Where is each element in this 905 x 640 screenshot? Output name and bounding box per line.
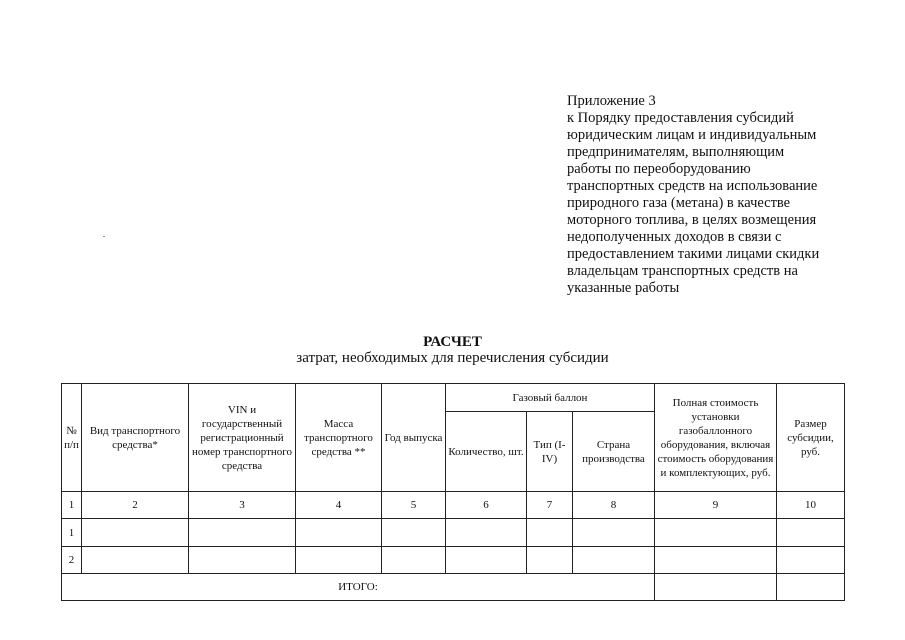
total-label: ИТОГО: — [62, 574, 655, 601]
row-number: 1 — [62, 519, 82, 547]
appendix-line: предоставлением такими лицами скидки — [567, 246, 820, 262]
header-subsidy: Размер субсидии, руб. — [777, 384, 845, 492]
table-cell — [655, 519, 777, 547]
appendix-line: указанные работы — [567, 280, 680, 296]
document-subtitle: затрат, необходимых для перечисления субсидии — [296, 350, 609, 366]
header-year: Год выпуска — [382, 384, 446, 492]
table-row — [62, 547, 845, 574]
table-cell — [777, 519, 845, 547]
table-cell — [527, 547, 573, 574]
column-number: 9 — [655, 492, 777, 519]
table-cell — [446, 547, 527, 574]
total-row — [62, 574, 845, 601]
appendix-block — [567, 93, 867, 297]
appendix-line: Приложение 3 — [567, 93, 656, 109]
total-cost-cell — [655, 574, 777, 601]
header-vehicle-type: Вид транспортного средства* — [82, 384, 189, 492]
table-cell — [573, 519, 655, 547]
table-cell — [573, 547, 655, 574]
table-cell — [82, 547, 189, 574]
header-full-cost: Полная стоимость установки газобаллонного оборудования, включая стоимость оборудования и комплектующих, руб. — [655, 384, 777, 492]
appendix-line: к Порядку предоставления субсидий — [567, 110, 794, 126]
appendix-line: моторного топлива, в целях возмещения — [567, 212, 817, 228]
appendix-line: транспортных средств на использование — [567, 178, 818, 194]
header-vin: VIN и государственный регистрационный номер транспортного средства — [189, 384, 296, 492]
header-mass: Масса транспортного средства ** — [296, 384, 382, 492]
column-number: 5 — [382, 492, 446, 519]
table-cell — [446, 519, 527, 547]
column-number: 7 — [527, 492, 573, 519]
column-number: 2 — [82, 492, 189, 519]
header-quantity: Количество, шт. — [446, 412, 527, 492]
table-cell — [382, 547, 446, 574]
table-cell — [382, 519, 446, 547]
table-cell — [189, 519, 296, 547]
row-number: 2 — [62, 547, 82, 574]
appendix-line: работы по переоборудованию — [567, 161, 751, 177]
document-title: РАСЧЕТ — [423, 334, 482, 350]
header-type: Тип (I-IV) — [527, 412, 573, 492]
column-number: 8 — [573, 492, 655, 519]
table-cell — [296, 519, 382, 547]
column-number: 6 — [446, 492, 527, 519]
table-cell — [777, 547, 845, 574]
column-number-row — [62, 492, 845, 519]
header-country: Страна производства — [573, 412, 655, 492]
table-cell — [82, 519, 189, 547]
header-row-1 — [62, 384, 845, 412]
column-number: 10 — [777, 492, 845, 519]
table-row — [62, 519, 845, 547]
total-subsidy-cell — [777, 574, 845, 601]
scan-speck — [103, 236, 105, 237]
appendix-line: юридическим лицам и индивидуальным — [567, 127, 817, 143]
header-num: № п/п — [62, 384, 82, 492]
table-cell — [296, 547, 382, 574]
column-number: 1 — [62, 492, 82, 519]
appendix-line: владельцам транспортных средств на — [567, 263, 798, 279]
table-cell — [655, 547, 777, 574]
column-number: 4 — [296, 492, 382, 519]
appendix-line: предпринимателям, выполняющим — [567, 144, 785, 160]
calculation-table — [61, 383, 845, 601]
table-cell — [189, 547, 296, 574]
appendix-line: недополученных доходов в связи с — [567, 229, 782, 245]
column-number: 3 — [189, 492, 296, 519]
table-cell — [527, 519, 573, 547]
appendix-line: природного газа (метана) в качестве — [567, 195, 791, 211]
header-gas-cylinder: Газовый баллон — [446, 384, 655, 412]
